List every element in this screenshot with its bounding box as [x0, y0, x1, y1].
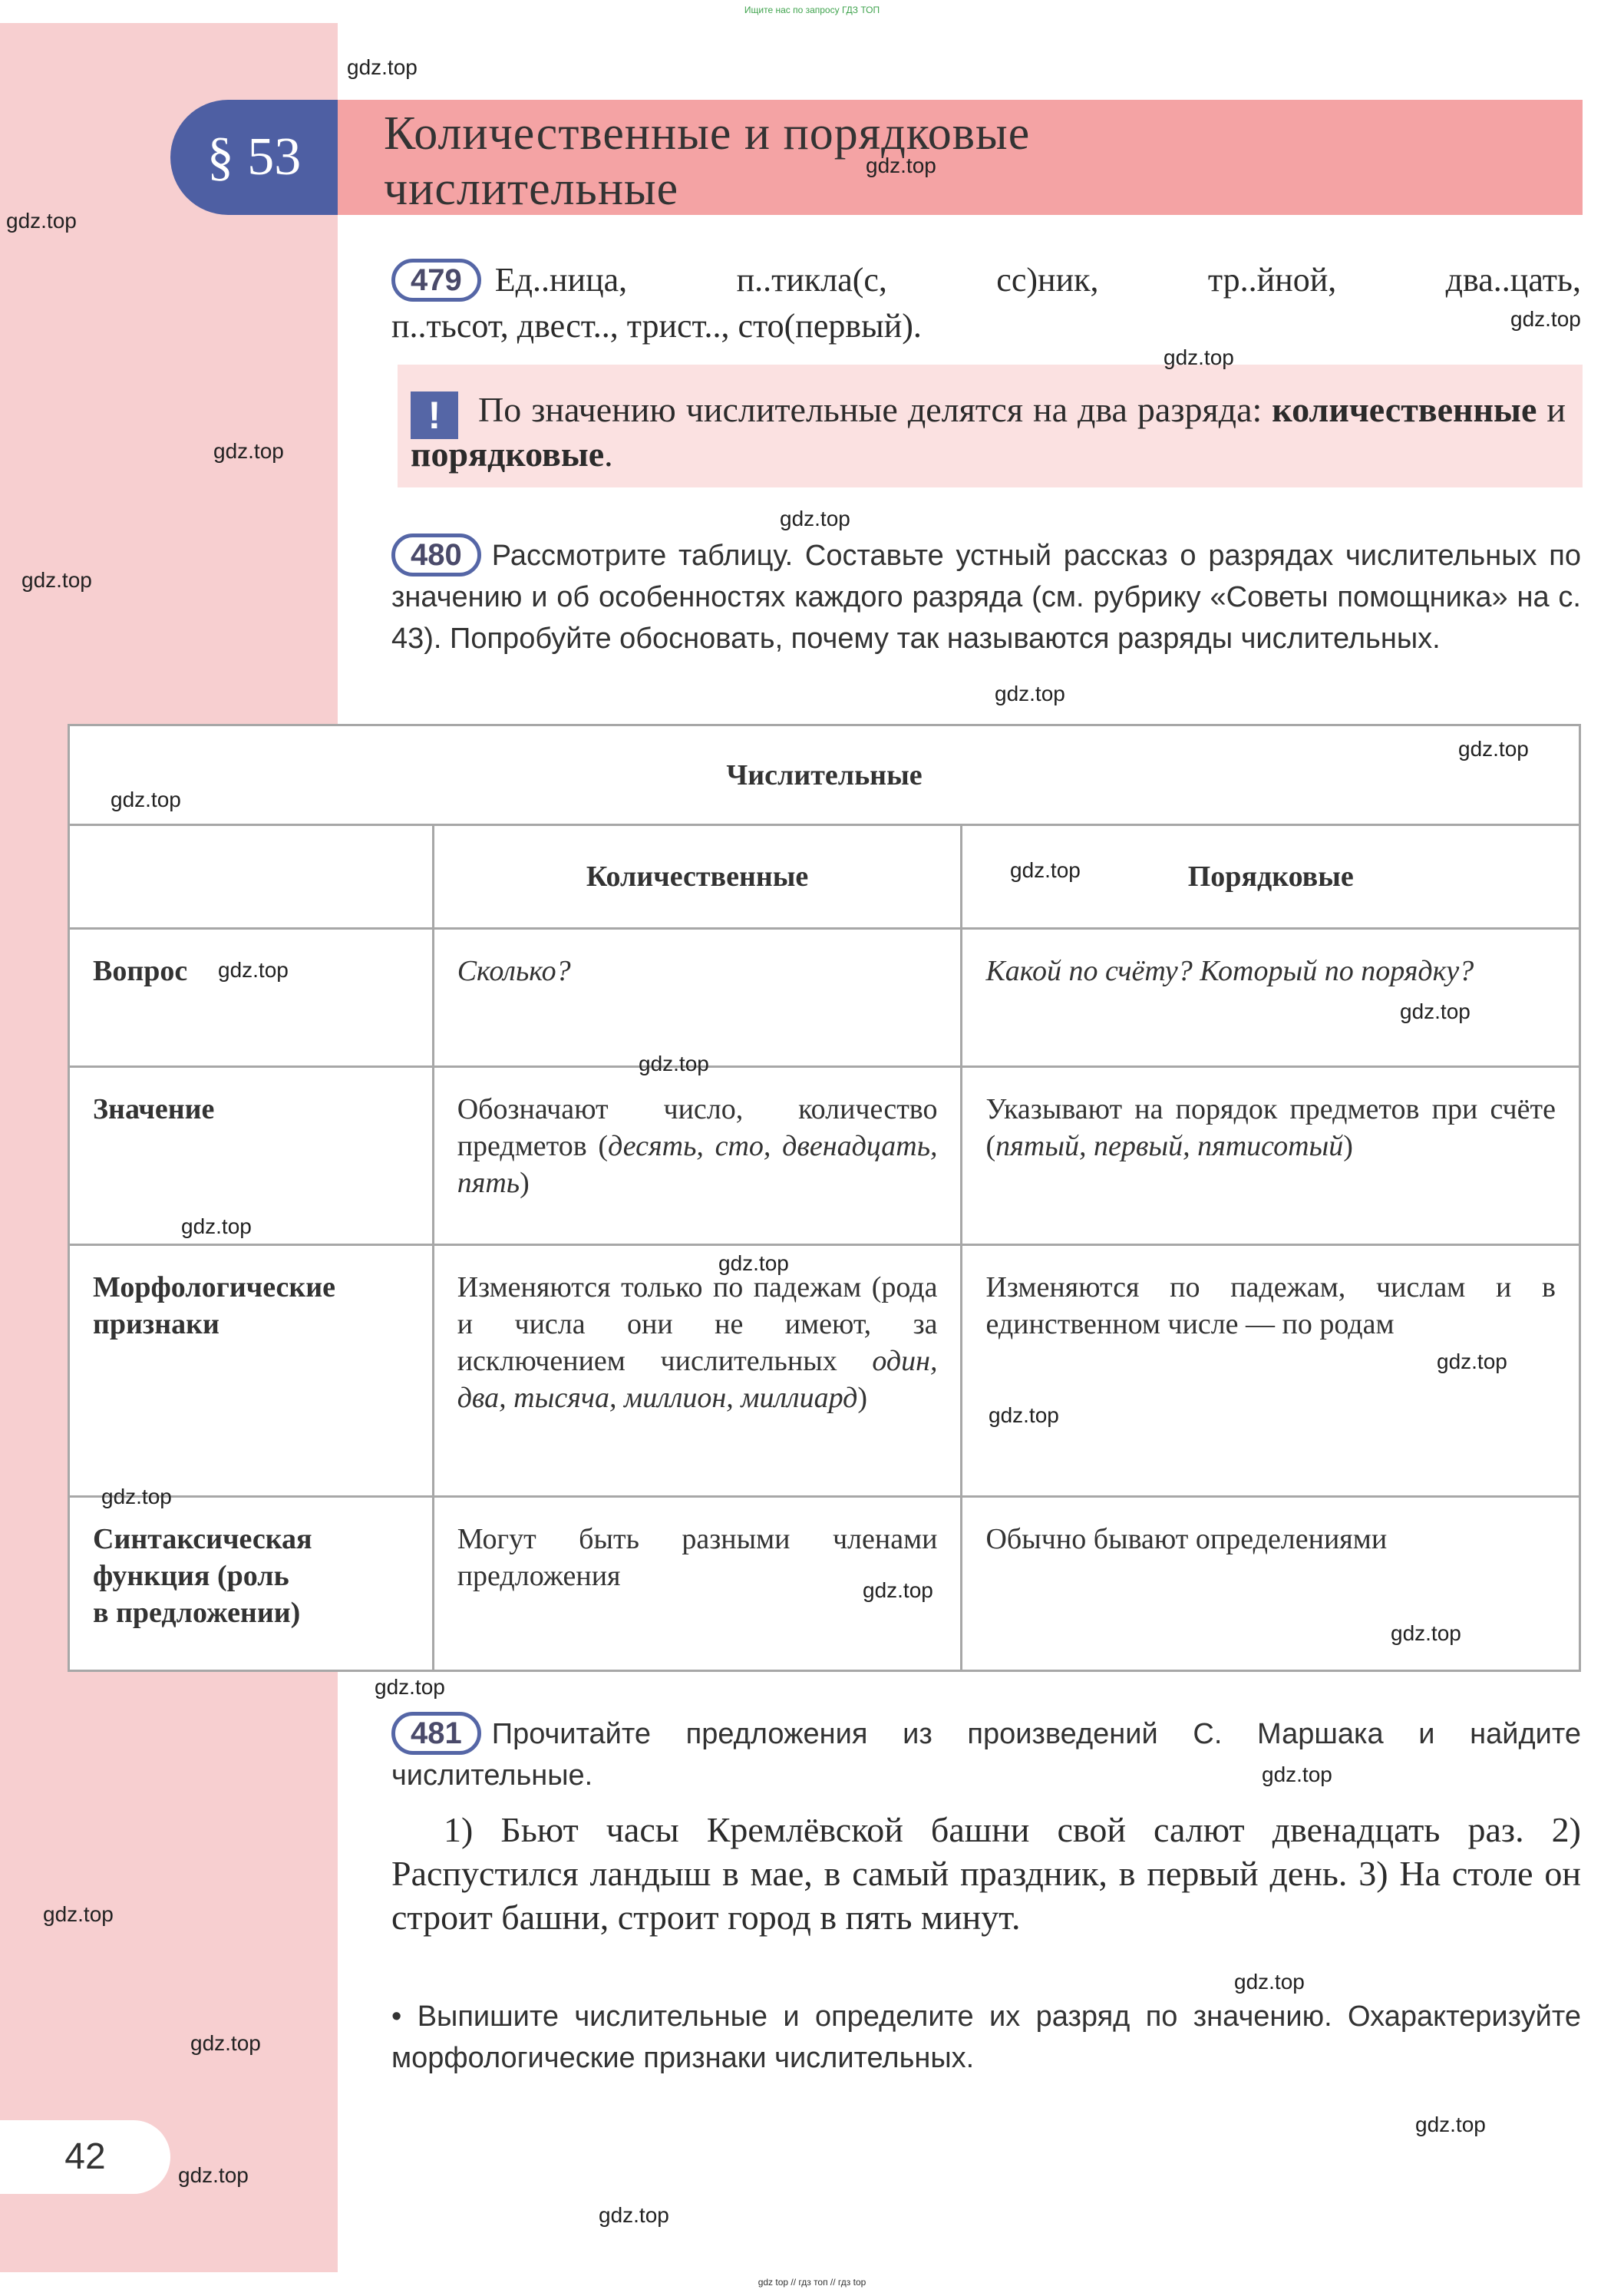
exercise-479	[391, 257, 1581, 349]
table-row	[69, 1067, 1580, 1245]
watermark: gdz.top	[718, 1251, 789, 1275]
watermark: gdz.top	[989, 1403, 1059, 1427]
rule-text-start: По значению числительные делятся на два разряда:	[478, 390, 1263, 429]
watermark: gdz.top	[1510, 307, 1581, 331]
cell-text: Изменяются только по падежам (рода и числа они не имеют, за исключением числительных	[457, 1271, 938, 1377]
numerals-table	[68, 724, 1581, 1672]
watermark: gdz.top	[599, 2203, 669, 2227]
watermark: gdz.top	[1164, 345, 1234, 369]
cell-cardinal-morphology	[433, 1245, 962, 1497]
table-row	[69, 1245, 1580, 1497]
cell-text-end: )	[857, 1382, 868, 1414]
cell-text: Указывают на порядок предметов при счёте (	[985, 1093, 1556, 1162]
watermark: gdz.top	[218, 958, 289, 982]
cell-examples: десять, сто, двенадцать, пять	[457, 1130, 938, 1199]
watermark: gdz.top	[863, 1578, 933, 1602]
row-label-morphology	[69, 1245, 434, 1497]
cell-ordinal-morphology: Изменяются по падежам, числам и в единственном числе — по родам	[962, 1245, 1580, 1497]
rule-term-ordinal: порядковые	[411, 434, 605, 474]
row-label-syntax	[69, 1497, 434, 1671]
cell-text-end: )	[520, 1167, 530, 1199]
watermark: gdz.top	[375, 1675, 445, 1699]
exercise-479-line2: п..тьсот, двест.., трист.., сто(первый).	[391, 307, 922, 345]
watermark: gdz.top	[43, 1902, 114, 1926]
watermark: gdz.top	[1400, 999, 1471, 1023]
watermark: gdz.top	[1391, 1621, 1461, 1645]
section-number: § 53	[170, 100, 338, 215]
cell-examples: один, два, тысяча, миллион, миллиард	[457, 1345, 938, 1414]
exercise-number-badge: 480	[391, 534, 481, 576]
cell-text-end: )	[1343, 1130, 1353, 1162]
watermark: gdz.top	[1458, 737, 1529, 761]
watermark: gdz.top	[1010, 858, 1081, 882]
row-label-line: Синтаксическая	[93, 1523, 312, 1555]
watermark: gdz.top	[111, 788, 181, 811]
rule-term-cardinal: количественные	[1272, 390, 1537, 429]
watermark: gdz.top	[1415, 2113, 1486, 2136]
rule-conj: и	[1537, 390, 1566, 429]
watermark: gdz.top	[780, 507, 850, 530]
row-label-line: функция (роль	[93, 1560, 289, 1592]
row-label-meaning: Значение	[69, 1067, 434, 1245]
watermark: gdz.top	[101, 1485, 172, 1508]
exercise-number-badge: 479	[391, 259, 481, 302]
exercise-481-instruction: Прочитайте предложения из произведений С. Маршака и найдите числительные.	[391, 1718, 1581, 1792]
cell-examples: пятый, первый, пятисотый	[995, 1130, 1344, 1162]
exercise-481-sentences: 1) Бьют часы Кремлёвской башни свой салют двенадцать раз. 2) Распустился ландыш в мае, в самый праздник, в первый день. 3) На столе он строит башни, строит город в пять минут.	[391, 1810, 1581, 1937]
watermark: gdz.top	[178, 2163, 249, 2187]
cell-ordinal-meaning	[962, 1067, 1580, 1245]
exercise-480	[391, 534, 1581, 659]
table-row	[69, 1497, 1580, 1671]
row-label-question: Вопрос	[69, 929, 434, 1067]
cell-cardinal-syntax: Могут быть разными членами предложения	[433, 1497, 962, 1671]
exercise-479-line1: Ед..ница, п..тикла(с, сс)ник, тр..йной, два..цать,	[494, 261, 1581, 299]
exercise-481-task	[391, 1996, 1581, 2079]
watermark: gdz.top	[639, 1052, 709, 1075]
exclamation-icon: !	[411, 391, 458, 439]
top-banner: Ищите нас по запросу ГДЗ ТОП	[744, 5, 880, 15]
task-text: Выпишите числительные и определите их разряд по значению. Охарактеризуйте морфологические признаки числительных.	[391, 2000, 1581, 2074]
section-title-line2: числительные	[384, 163, 679, 215]
watermark: gdz.top	[6, 209, 77, 233]
bottom-banner: gdz top // гдз топ // гдз top	[758, 2277, 866, 2288]
watermark: gdz.top	[1234, 1970, 1305, 1994]
watermark: gdz.top	[181, 1214, 252, 1238]
section-title-line1: Количественные и порядковые	[384, 107, 1031, 160]
cell-cardinal-question: Сколько?	[433, 929, 962, 1067]
watermark: gdz.top	[213, 439, 284, 463]
table-corner-cell	[69, 825, 434, 929]
table-row	[69, 929, 1580, 1067]
table-header-cardinal: Количественные	[433, 825, 962, 929]
watermark: gdz.top	[1437, 1350, 1507, 1373]
watermark: gdz.top	[21, 568, 92, 592]
watermark: gdz.top	[866, 154, 936, 177]
cell-text: Обозначают число, количество предметов (	[457, 1093, 938, 1162]
table-header-ordinal: Порядковые	[962, 825, 1580, 929]
watermark: gdz.top	[347, 55, 418, 79]
bullet-icon: •	[391, 2000, 402, 2033]
row-label-line: в предложении)	[93, 1597, 301, 1629]
cell-ordinal-syntax: Обычно бывают определениями	[962, 1497, 1580, 1671]
watermark: gdz.top	[190, 2031, 261, 2055]
row-label-line: признаки	[93, 1308, 220, 1340]
watermark: gdz.top	[995, 682, 1065, 705]
row-label-line: Морфологические	[93, 1271, 336, 1303]
exercise-480-text: Рассмотрите таблицу. Составьте устный рассказ о разрядах числительных по значению и об особенностях каждого разряда (см. рубрику «Советы помощника» на с. 43). Попробуйте обосновать, почему так называются разряды числительных.	[391, 540, 1581, 655]
cell-ordinal-question: Какой по счёту? Который по порядку?	[962, 929, 1580, 1067]
page-number: 42	[0, 2120, 170, 2194]
watermark: gdz.top	[1262, 1762, 1332, 1786]
exercise-481	[391, 1712, 1581, 1796]
cell-cardinal-meaning	[433, 1067, 962, 1245]
rule-text	[411, 388, 1566, 477]
exercise-number-badge: 481	[391, 1712, 481, 1755]
section-title	[384, 106, 1535, 216]
table-title: Числительные	[69, 725, 1580, 825]
rule-end: .	[604, 434, 613, 474]
